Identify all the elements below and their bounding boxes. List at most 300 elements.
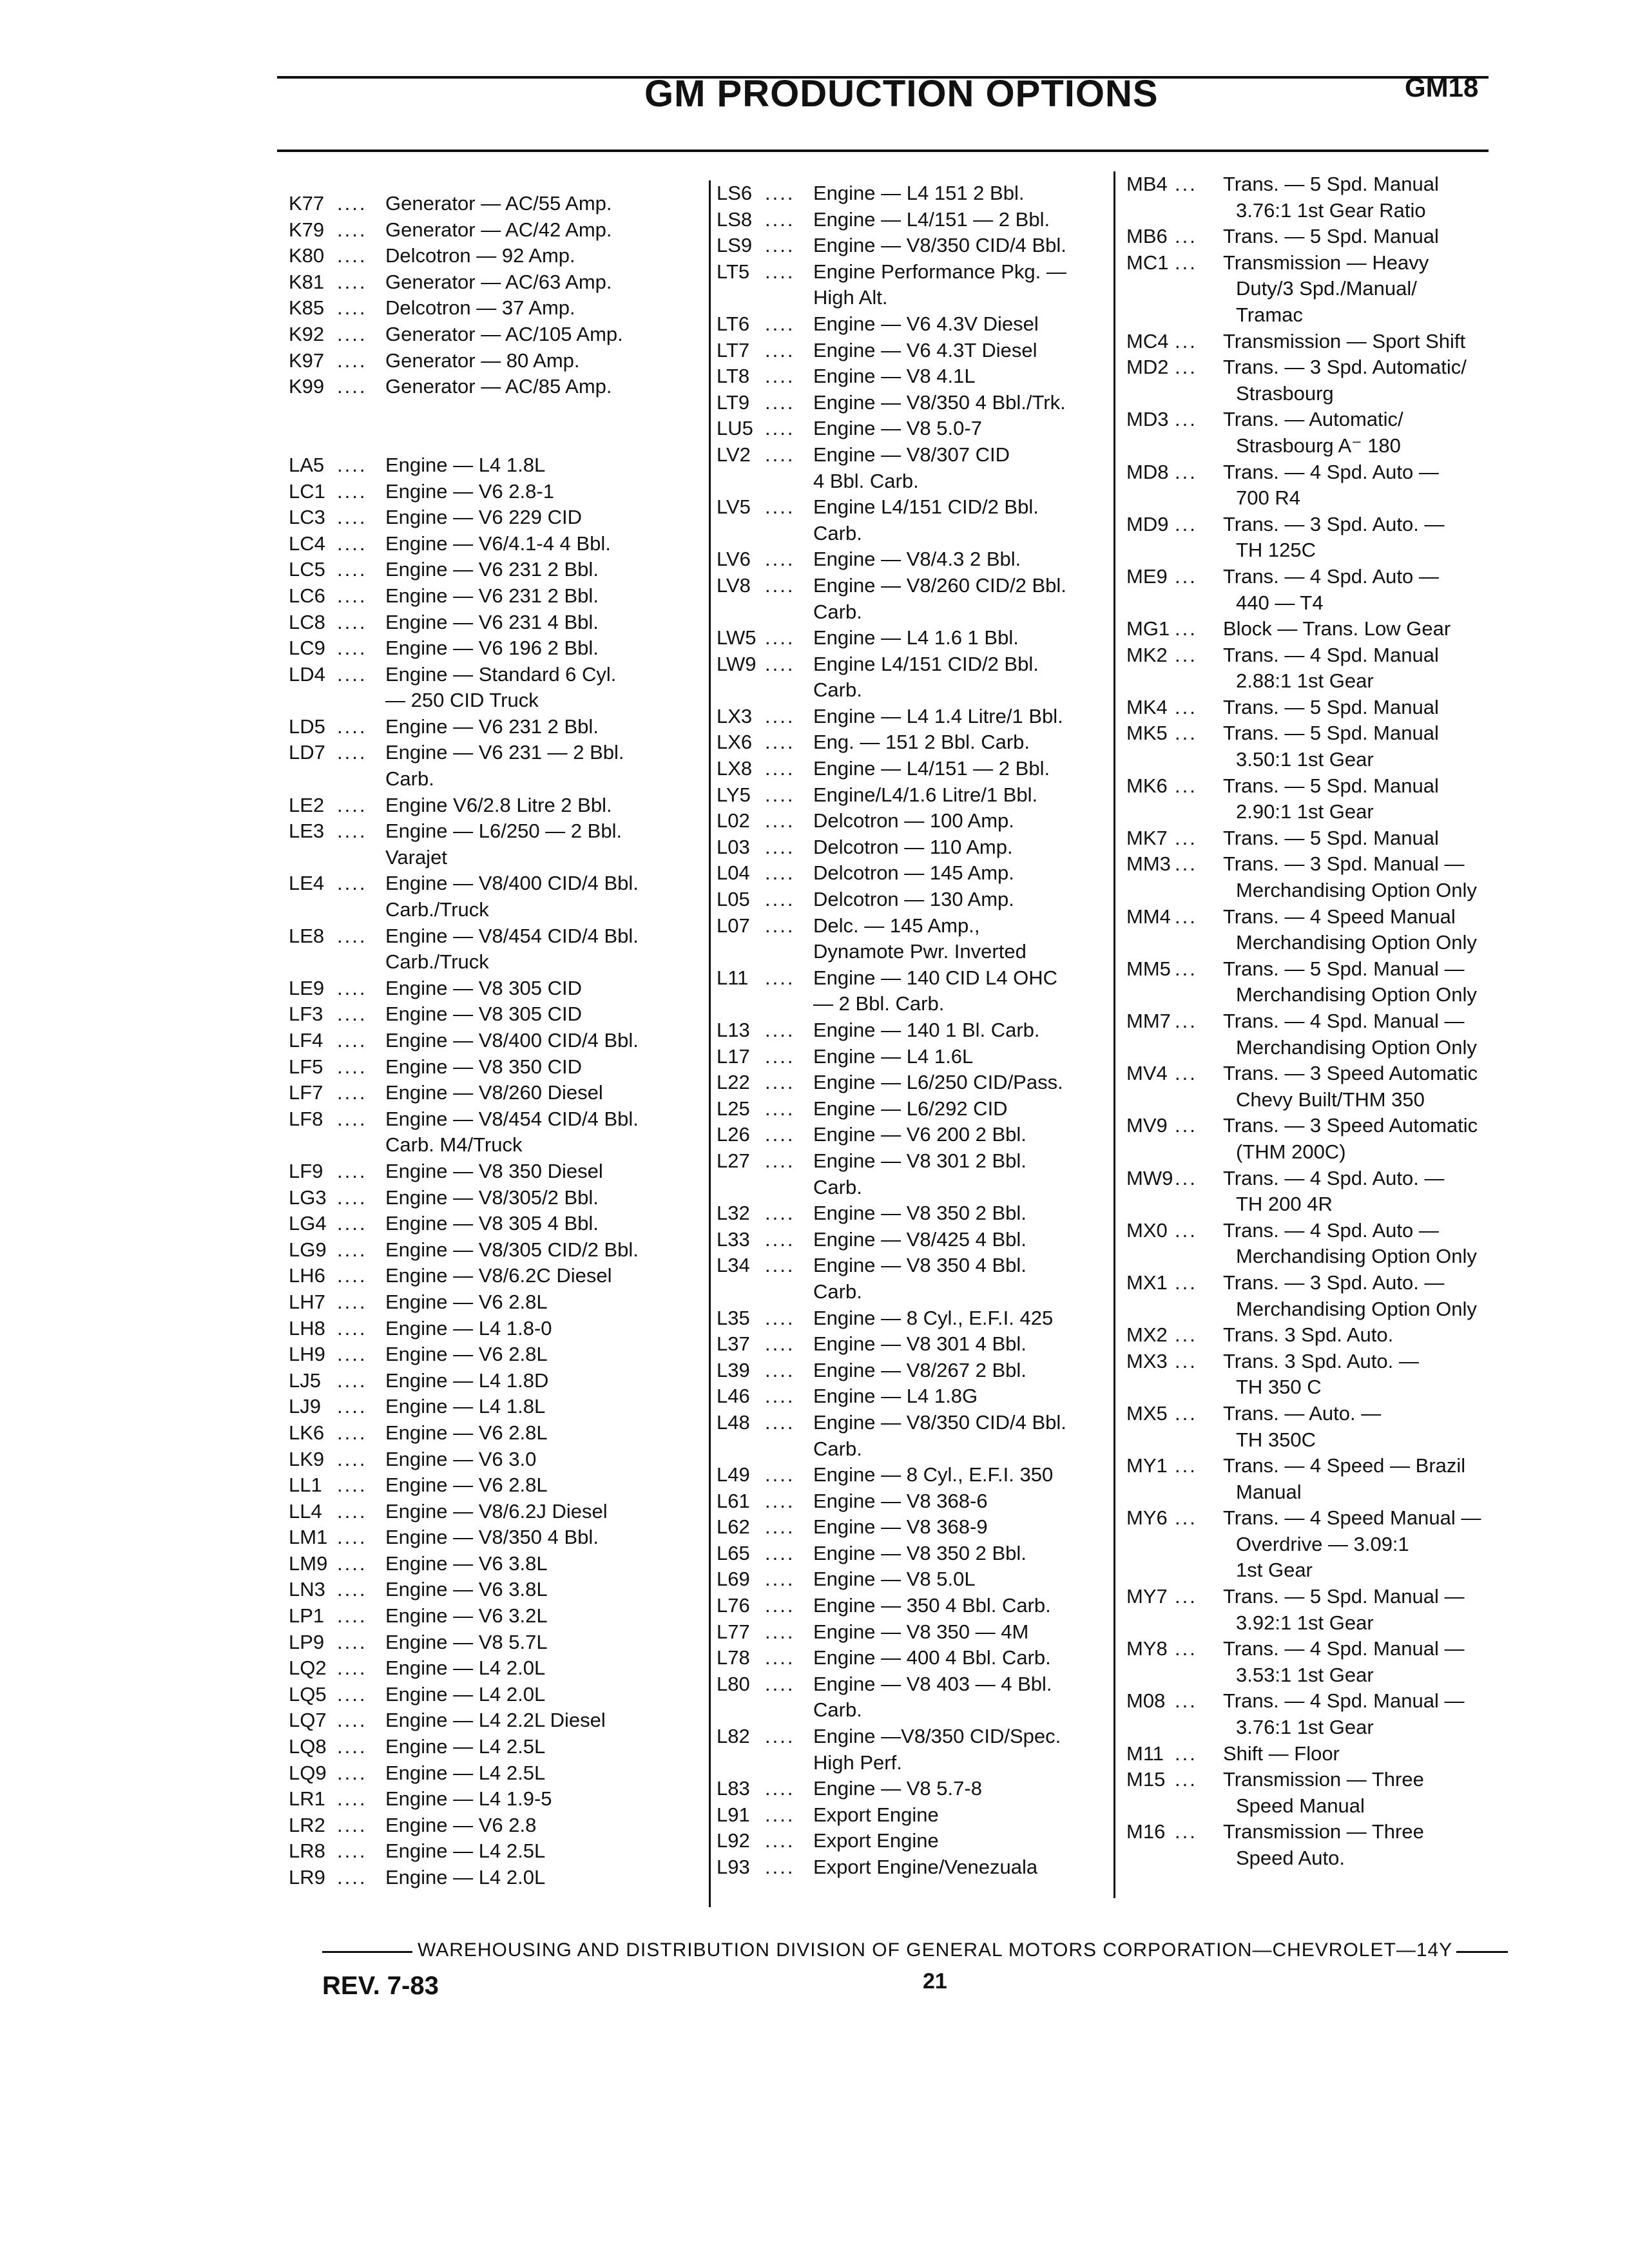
leader-dots: ... xyxy=(1175,774,1197,797)
option-code: LQ8 xyxy=(289,1735,327,1758)
leader-dots: ... xyxy=(1175,1062,1197,1085)
option-description: Trans. — 4 Spd. Auto — xyxy=(1223,460,1439,483)
option-entry xyxy=(1126,773,1513,825)
option-entry xyxy=(289,374,701,400)
option-description: Engine —V8/350 CID/Spec. xyxy=(813,1725,1061,1748)
option-row xyxy=(717,390,1116,416)
leader-dots: .... xyxy=(765,1332,795,1356)
option-code: LR1 xyxy=(289,1787,325,1811)
option-row xyxy=(717,1096,1116,1122)
leader-dots: ... xyxy=(1175,173,1197,195)
leader-dots: .... xyxy=(765,652,795,675)
leader-dots: ... xyxy=(1175,1401,1197,1425)
option-code: MX3 xyxy=(1126,1349,1168,1372)
option-entry xyxy=(1126,904,1513,956)
option-code: L93 xyxy=(717,1856,750,1878)
option-code: K77 xyxy=(289,192,325,215)
leader-dots: .... xyxy=(765,888,795,911)
option-row xyxy=(289,1603,701,1629)
option-description: Engine — V8/454 CID/4 Bbl. xyxy=(385,924,639,947)
option-row xyxy=(717,1148,1116,1175)
option-code: MY7 xyxy=(1126,1585,1168,1608)
option-row xyxy=(289,400,701,427)
option-description: Delcotron — 145 Amp. xyxy=(813,861,1014,885)
leader-dots: .... xyxy=(337,1552,367,1575)
option-code: LE3 xyxy=(289,820,325,843)
option-description: Trans. — Auto. — xyxy=(1223,1401,1382,1425)
option-entry xyxy=(289,1682,701,1708)
option-entry xyxy=(717,729,1116,756)
leader-dots: .... xyxy=(765,1071,795,1094)
option-code: L61 xyxy=(717,1489,750,1512)
option-code: L34 xyxy=(717,1254,750,1277)
option-code: LF7 xyxy=(289,1081,323,1104)
option-description: Engine — V6 231 2 Bbl. xyxy=(385,584,599,607)
option-entry xyxy=(717,1331,1116,1358)
option-description: Engine — 140 1 Bl. Carb. xyxy=(813,1019,1040,1041)
option-description: Trans. — 5 Spd. Manual xyxy=(1223,774,1439,797)
option-entry xyxy=(1126,1741,1513,1767)
option-description-continued: 2.90:1 1st Gear xyxy=(1236,800,1374,823)
option-entry xyxy=(289,1237,701,1264)
leader-dots: ... xyxy=(1175,1506,1197,1530)
option-entry xyxy=(717,1488,1116,1515)
option-row xyxy=(289,818,701,845)
option-row xyxy=(289,1263,701,1289)
leader-dots: .... xyxy=(765,1829,795,1852)
option-code: L77 xyxy=(717,1620,750,1643)
option-entry xyxy=(289,348,701,374)
option-row xyxy=(717,1488,1116,1515)
option-description-continued: Carb. xyxy=(813,1280,862,1303)
option-entry xyxy=(717,1645,1116,1671)
option-description: Engine — V8/400 CID/4 Bbl. xyxy=(385,1029,639,1052)
option-entry xyxy=(717,233,1116,259)
option-code: L37 xyxy=(717,1332,750,1356)
option-description: Engine — V8/4.3 2 Bbl. xyxy=(813,548,1021,571)
option-entry xyxy=(717,1802,1116,1829)
option-description-continued: Carb. xyxy=(813,600,862,623)
option-entry xyxy=(289,1289,701,1316)
option-row xyxy=(289,1289,701,1316)
option-entry xyxy=(289,1394,701,1420)
option-row xyxy=(717,442,1116,468)
option-description: Engine — V8 350 Diesel xyxy=(385,1159,603,1182)
leader-dots: .... xyxy=(765,1568,795,1591)
option-row xyxy=(289,1054,701,1081)
leader-dots xyxy=(337,426,385,452)
option-code: L27 xyxy=(717,1149,750,1172)
option-row xyxy=(289,740,701,766)
option-row xyxy=(1126,1322,1513,1349)
option-description: Trans. — 4 Spd. Manual xyxy=(1223,643,1439,666)
option-description-continued: Manual xyxy=(1236,1480,1302,1503)
option-entry xyxy=(717,782,1116,809)
option-entry xyxy=(717,1253,1116,1305)
option-description: Generator — AC/105 Amp. xyxy=(385,322,623,345)
option-description: Block — Trans. Low Gear xyxy=(1223,617,1451,640)
option-entry xyxy=(717,1358,1116,1384)
option-entry xyxy=(717,1200,1116,1227)
option-code: LN3 xyxy=(289,1578,325,1601)
option-row xyxy=(717,1566,1116,1593)
option-entry xyxy=(289,1838,701,1865)
option-description-continued: TH 125C xyxy=(1236,539,1316,562)
option-code: L07 xyxy=(717,914,750,937)
leader-dots: .... xyxy=(765,338,795,361)
option-code: LU5 xyxy=(717,417,753,440)
option-entry xyxy=(717,1122,1116,1148)
leader-dots: .... xyxy=(765,1463,795,1486)
leader-dots: .... xyxy=(765,548,795,571)
option-description: Trans. — 3 Spd. Automatic/ xyxy=(1223,356,1467,379)
option-description: Engine — V8 350 4 Bbl. xyxy=(813,1254,1027,1277)
option-description-continued: Merchandising Option Only xyxy=(1236,1245,1477,1268)
leader-dots: ... xyxy=(1175,1218,1197,1242)
option-row xyxy=(1126,224,1513,250)
leader-dots: ... xyxy=(1175,1585,1197,1608)
option-code: LC1 xyxy=(289,479,325,503)
leader-dots: .... xyxy=(765,626,795,649)
option-code: MC1 xyxy=(1126,251,1169,274)
option-entry xyxy=(1126,1453,1513,1505)
option-code: LQ9 xyxy=(289,1761,327,1784)
option-row xyxy=(289,870,701,897)
revision-label: REV. 7-83 xyxy=(322,1972,439,2000)
option-entry xyxy=(289,426,701,452)
header-rule-bottom xyxy=(277,149,1489,152)
option-description-continued: Carb./Truck xyxy=(385,950,489,974)
option-description: Engine — V6 4.3T Diesel xyxy=(813,338,1037,361)
option-description-continued: Carb. xyxy=(813,1698,862,1722)
option-description: Engine — L4/151 — 2 Bbl. xyxy=(813,757,1050,780)
footer-division: WAREHOUSING AND DISTRIBUTION DIVISION OF GENERAL MOTORS CORPORATION—CHEVROLET—14Y xyxy=(418,1939,1453,1961)
option-entry xyxy=(289,583,701,610)
option-row xyxy=(717,625,1116,651)
option-entry xyxy=(1126,224,1513,250)
leader-dots: .... xyxy=(337,1866,367,1888)
option-description: Transmission — Heavy xyxy=(1223,251,1429,274)
option-row xyxy=(289,1629,701,1656)
option-description: Trans. — 5 Spd. Manual xyxy=(1223,722,1439,745)
option-description: Delcotron — 92 Amp. xyxy=(385,244,575,267)
option-description: Trans. 3 Spd. Auto. xyxy=(1223,1323,1394,1347)
option-description-continued: Merchandising Option Only xyxy=(1236,931,1477,954)
option-code: LS6 xyxy=(717,182,753,204)
option-row xyxy=(1126,354,1513,381)
option-row xyxy=(1126,1008,1513,1035)
option-row xyxy=(717,808,1116,834)
option-code: MX5 xyxy=(1126,1401,1168,1425)
leader-dots: .... xyxy=(337,1316,367,1340)
option-description: Trans. — 4 Spd. Manual — xyxy=(1223,1010,1465,1032)
option-description: Trans. — 5 Spd. Manual xyxy=(1223,826,1439,849)
option-row xyxy=(717,834,1116,861)
option-entry xyxy=(1126,1819,1513,1871)
leader-dots: ... xyxy=(1175,564,1197,588)
option-entry xyxy=(717,416,1116,442)
option-row xyxy=(1126,1113,1513,1139)
option-code: L48 xyxy=(717,1410,750,1434)
option-description-continued: Dynamote Pwr. Inverted xyxy=(813,940,1027,963)
leader-dots: .... xyxy=(337,1081,367,1104)
option-row xyxy=(1126,1636,1513,1662)
leader-dots: .... xyxy=(337,872,367,895)
option-code: K80 xyxy=(289,244,325,267)
option-description: Engine — V8 305 CID xyxy=(385,976,583,999)
option-description: Generator — AC/85 Amp. xyxy=(385,375,612,398)
leader-dots: .... xyxy=(765,312,795,335)
leader-dots: .... xyxy=(337,1159,367,1182)
option-code: LC8 xyxy=(289,610,325,633)
option-entry xyxy=(717,311,1116,338)
option-code: MD9 xyxy=(1126,512,1169,535)
option-entry xyxy=(289,923,701,975)
option-entry xyxy=(717,1776,1116,1802)
option-code: LX8 xyxy=(717,757,753,780)
leader-dots: .... xyxy=(765,1306,795,1329)
option-code: MD8 xyxy=(1126,460,1169,483)
option-entry xyxy=(289,505,701,531)
leader-dots: ... xyxy=(1175,1349,1197,1372)
option-description: Engine — V6/4.1-4 4 Bbl. xyxy=(385,532,611,555)
option-code: LA5 xyxy=(289,453,325,476)
option-row xyxy=(717,1383,1116,1410)
option-description: Engine — V8/267 2 Bbl. xyxy=(813,1358,1027,1381)
option-description: Engine — V8 5.7-8 xyxy=(813,1777,982,1800)
option-description-continued: 4 Bbl. Carb. xyxy=(813,469,919,492)
option-description: Trans. — 5 Spd. Manual — xyxy=(1223,1585,1465,1608)
option-code: L22 xyxy=(717,1071,750,1094)
option-code: L13 xyxy=(717,1019,750,1041)
option-code: MM5 xyxy=(1126,957,1171,980)
option-code: ME9 xyxy=(1126,564,1168,588)
option-row xyxy=(289,923,701,950)
option-code: LV5 xyxy=(717,495,751,519)
option-code: LG9 xyxy=(289,1238,327,1261)
option-entry xyxy=(1126,956,1513,1008)
option-description: Engine — V6 231 2 Bbl. xyxy=(385,558,599,581)
leader-dots: .... xyxy=(765,1646,795,1669)
option-description: Delcotron — 37 Amp. xyxy=(385,296,575,320)
option-row xyxy=(289,1158,701,1185)
option-code: MK2 xyxy=(1126,643,1168,666)
option-entry xyxy=(717,651,1116,704)
leader-dots: ... xyxy=(1175,1166,1197,1189)
option-row xyxy=(289,269,701,296)
option-row xyxy=(289,1237,701,1264)
option-description: Engine — V8 368-9 xyxy=(813,1515,988,1539)
option-row xyxy=(717,1514,1116,1541)
option-row xyxy=(289,1028,701,1054)
option-entry xyxy=(717,1096,1116,1122)
option-code: LK6 xyxy=(289,1421,325,1444)
option-description-continued: Speed Auto. xyxy=(1236,1847,1345,1869)
option-description: Engine — V8/305 CID/2 Bbl. xyxy=(385,1238,639,1261)
option-code: L62 xyxy=(717,1515,750,1539)
option-entry xyxy=(1126,1767,1513,1819)
option-row xyxy=(1126,1401,1513,1427)
option-description: Trans. — 3 Speed Automatic xyxy=(1223,1062,1478,1085)
option-code: LG3 xyxy=(289,1186,327,1209)
option-description: Export Engine/Venezuala xyxy=(813,1856,1038,1878)
option-row xyxy=(717,1358,1116,1384)
option-entry xyxy=(717,1514,1116,1541)
option-description: Engine — L6/250 — 2 Bbl. xyxy=(385,820,622,843)
leader-dots: .... xyxy=(765,573,795,597)
option-code: LV6 xyxy=(717,548,751,571)
option-entry xyxy=(289,610,701,636)
option-row xyxy=(1126,1741,1513,1767)
option-description-continued: 3.76:1 1st Gear xyxy=(1236,1716,1374,1739)
option-code: LH7 xyxy=(289,1290,325,1313)
option-entry xyxy=(289,1420,701,1446)
option-entry xyxy=(289,1106,701,1158)
option-description: Eng. — 151 2 Bbl. Carb. xyxy=(813,731,1030,754)
leader-dots: .... xyxy=(337,1761,367,1784)
option-code: L17 xyxy=(717,1044,750,1068)
option-entry xyxy=(289,191,701,217)
leader-dots: .... xyxy=(337,1003,367,1026)
leader-dots: .... xyxy=(337,558,367,581)
option-code: L26 xyxy=(717,1123,750,1146)
option-entry xyxy=(289,818,701,870)
option-row xyxy=(1126,512,1513,538)
option-description: Engine — V8 368-6 xyxy=(813,1489,988,1512)
option-row xyxy=(289,1368,701,1394)
option-row xyxy=(289,635,701,662)
option-entry xyxy=(717,338,1116,364)
option-entry xyxy=(289,557,701,583)
option-code: L03 xyxy=(717,835,750,858)
option-entry xyxy=(717,442,1116,494)
option-code: LC4 xyxy=(289,532,325,555)
option-entry xyxy=(289,1316,701,1342)
option-entry xyxy=(717,1566,1116,1593)
leader-dots: .... xyxy=(765,1594,795,1617)
option-row xyxy=(289,1472,701,1499)
option-description-continued: 3.92:1 1st Gear xyxy=(1236,1611,1374,1634)
leader-dots: ... xyxy=(1175,460,1197,483)
option-row xyxy=(289,1080,701,1106)
option-row xyxy=(289,1106,701,1133)
option-description: Engine — V6 231 4 Bbl. xyxy=(385,610,599,633)
option-code: LS9 xyxy=(717,234,753,257)
page-number: 21 xyxy=(923,1969,947,1994)
option-code: L39 xyxy=(717,1358,750,1381)
option-row xyxy=(717,1802,1116,1829)
option-row xyxy=(1126,329,1513,355)
option-description-continued: Varajet xyxy=(385,845,447,869)
leader-dots: ... xyxy=(1175,1689,1197,1713)
option-entry xyxy=(1126,1505,1513,1584)
leader-dots: .... xyxy=(337,1840,367,1863)
leader-dots: .... xyxy=(337,1578,367,1601)
option-code: MV4 xyxy=(1126,1062,1168,1085)
option-entry xyxy=(717,1017,1116,1044)
option-entry xyxy=(1126,250,1513,329)
option-code xyxy=(289,400,337,427)
option-code: LW5 xyxy=(717,626,757,649)
option-entry xyxy=(289,870,701,923)
option-code: LQ5 xyxy=(289,1682,327,1706)
option-description: Export Engine xyxy=(813,1803,939,1826)
option-description: Engine — V6 196 2 Bbl. xyxy=(385,637,599,660)
option-row xyxy=(289,1446,701,1473)
option-row xyxy=(717,363,1116,390)
option-description: Engine — V8/350 CID/4 Bbl. xyxy=(813,1410,1066,1434)
leader-dots: .... xyxy=(337,1735,367,1758)
option-description: Engine — L4 2.5L xyxy=(385,1735,546,1758)
leader-dots: .... xyxy=(337,506,367,529)
option-description: Engine — V6 2.8L xyxy=(385,1421,548,1444)
option-code: LS8 xyxy=(717,207,753,231)
option-row xyxy=(717,1854,1116,1881)
option-description: Engine — L4 1.8G xyxy=(813,1385,978,1408)
leader-dots: .... xyxy=(337,296,367,320)
option-entry xyxy=(717,1619,1116,1646)
option-code: L33 xyxy=(717,1227,750,1251)
leader-dots: ... xyxy=(1175,1323,1197,1347)
option-description: Engine — L4 1.8L xyxy=(385,1395,546,1418)
option-row xyxy=(717,1253,1116,1279)
option-description: Engine — V8 5.7L xyxy=(385,1630,548,1653)
option-code: K85 xyxy=(289,296,325,320)
option-entry xyxy=(717,390,1116,416)
option-entry xyxy=(289,269,701,296)
option-description: Trans. 3 Spd. Auto. — xyxy=(1223,1349,1419,1372)
option-code: LM1 xyxy=(289,1526,328,1549)
option-description: Engine — V8 5.0L xyxy=(813,1568,976,1591)
option-description: Engine — V8/307 CID xyxy=(813,443,1010,466)
option-row xyxy=(289,452,701,479)
option-row xyxy=(717,494,1116,521)
option-entry xyxy=(289,1655,701,1682)
option-code: LY5 xyxy=(717,783,751,806)
option-row xyxy=(289,1316,701,1342)
option-entry xyxy=(289,975,701,1002)
option-entry xyxy=(289,1786,701,1812)
option-code: MM7 xyxy=(1126,1010,1171,1032)
option-code: L82 xyxy=(717,1725,750,1748)
option-description: Engine — L6/250 CID/Pass. xyxy=(813,1071,1063,1094)
option-code: LF9 xyxy=(289,1159,323,1182)
option-code: LE9 xyxy=(289,976,325,999)
option-description-continued: High Perf. xyxy=(813,1751,902,1774)
option-description-continued: Overdrive — 3.09:1 xyxy=(1236,1532,1409,1555)
option-code: LD4 xyxy=(289,662,325,686)
option-description: Engine — V8/6.2J Diesel xyxy=(385,1499,608,1523)
leader-dots: .... xyxy=(765,731,795,754)
option-description: Trans. — 5 Spd. Manual — xyxy=(1223,957,1465,980)
option-row xyxy=(289,1341,701,1368)
option-code: LH8 xyxy=(289,1316,325,1340)
leader-dots: ... xyxy=(1175,695,1197,718)
option-row xyxy=(289,714,701,740)
option-row xyxy=(289,1655,701,1682)
option-code: LX3 xyxy=(717,704,753,727)
option-entry xyxy=(289,1551,701,1577)
option-row xyxy=(289,1812,701,1839)
option-entry xyxy=(289,662,701,714)
leader-dots: ... xyxy=(1175,251,1197,274)
option-description-continued: 3.76:1 1st Gear Ratio xyxy=(1236,198,1426,222)
option-description: Engine — L4 2.5L xyxy=(385,1761,546,1784)
option-code: LE4 xyxy=(289,872,325,895)
option-description-continued: — 250 CID Truck xyxy=(385,689,539,712)
option-entry xyxy=(289,1080,701,1106)
option-row xyxy=(717,1619,1116,1646)
